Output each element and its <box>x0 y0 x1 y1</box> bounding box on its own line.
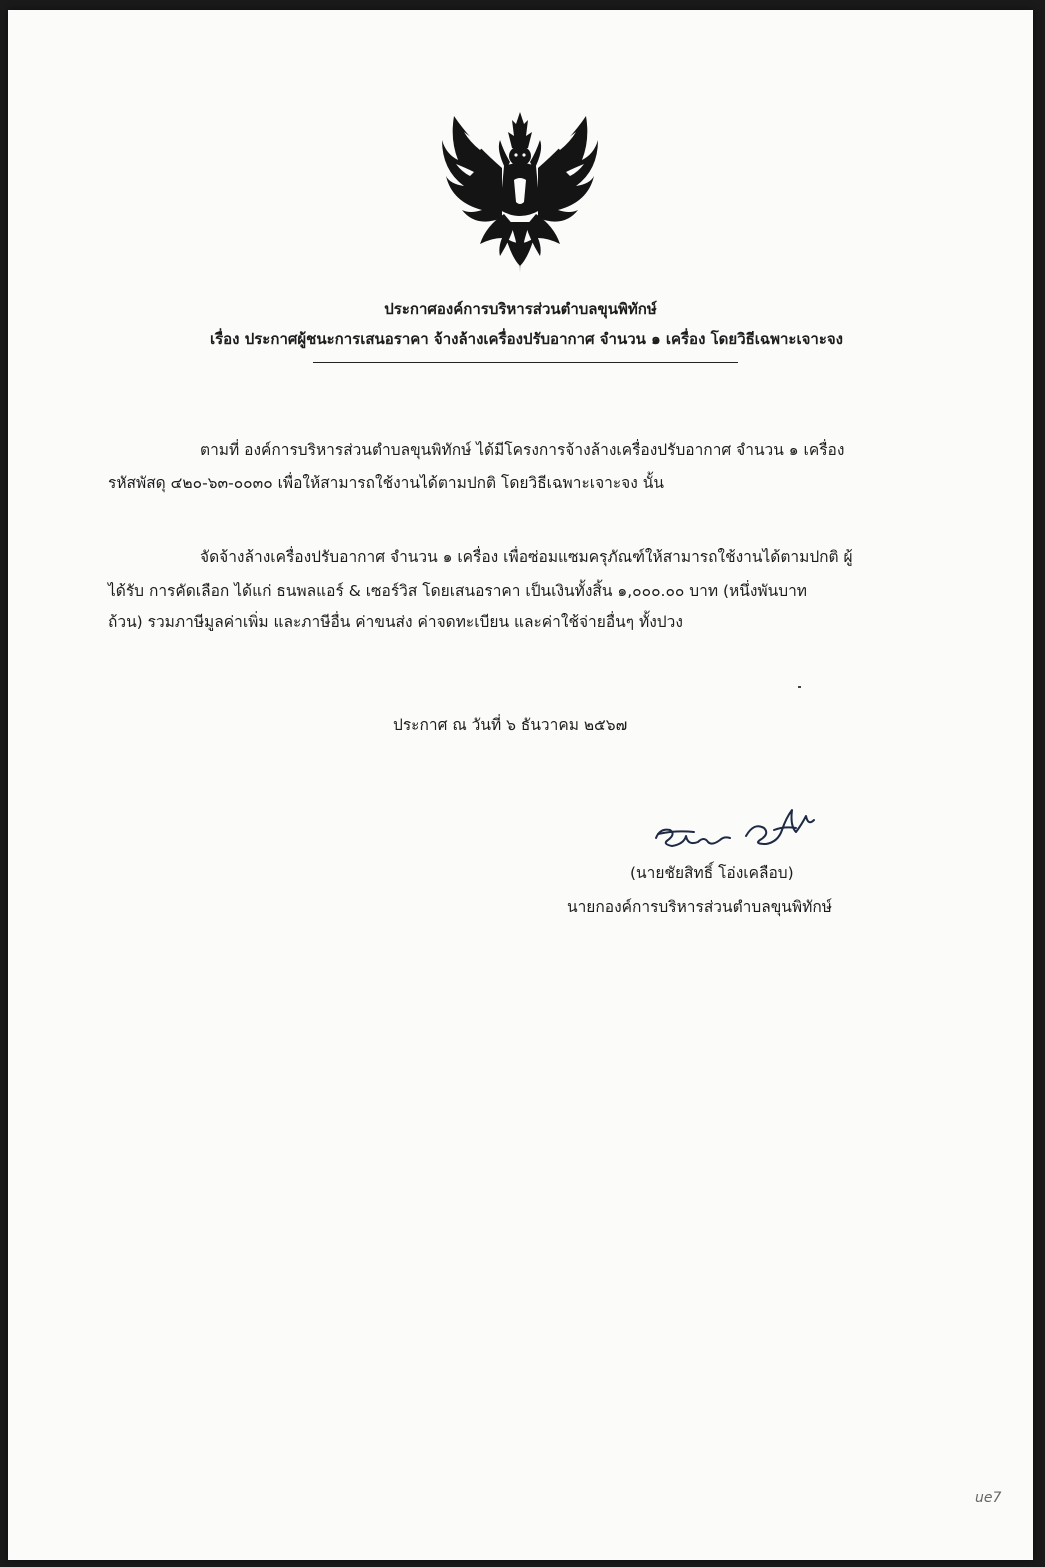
paragraph-2-line-1: จัดจ้างล้างเครื่องปรับอากาศ จำนวน ๑ เครื่อง เพื่อซ่อมแซมครุภัณฑ์ให้สามารถใช้งานได้ตามปกติ ผู้ <box>200 548 853 566</box>
announcement-date: ประกาศ ณ วันที่ ๖ ธันวาคม ๒๕๖๗ <box>393 716 628 734</box>
paragraph-1-line-1: ตามที่ องค์การบริหารส่วนตำบลขุนพิทักษ์ ได้มีโครงการจ้างล้างเครื่องปรับอากาศ จำนวน ๑ เครื่อง <box>200 441 845 459</box>
announcement-heading: ประกาศองค์การบริหารส่วนตำบลขุนพิทักษ์ <box>384 300 657 318</box>
garuda-emblem-icon <box>440 110 600 275</box>
paragraph-1-line-2: รหัสพัสดุ ๔๒๐-๖๓-๐๐๓๐ เพื่อให้สามารถใช้งานได้ตามปกติ โดยวิธีเฉพาะเจาะจง นั้น <box>108 474 664 492</box>
announcement-subject: เรื่อง ประกาศผู้ชนะการเสนอราคา จ้างล้างเครื่องปรับอากาศ จำนวน ๑ เครื่อง โดยวิธีเฉพาะเจาะจง <box>209 330 844 348</box>
scan-speck <box>798 686 801 688</box>
heading-divider <box>313 362 738 363</box>
paragraph-2-line-2: ได้รับ การคัดเลือก ได้แก่ ธนพลแอร์ & เซอร์วิส โดยเสนอราคา เป็นเงินทั้งสิ้น ๑,๐๐๐.๐๐ บาท (หนึ่งพันบาท <box>108 582 807 600</box>
handwritten-signature <box>646 800 826 860</box>
document-page <box>8 10 1033 1560</box>
signer-title: นายกองค์การบริหารส่วนตำบลขุนพิทักษ์ <box>567 898 832 916</box>
handwritten-page-mark: ue7 <box>975 1490 1002 1506</box>
paragraph-2-line-3: ถ้วน) รวมภาษีมูลค่าเพิ่ม และภาษีอื่น ค่าขนส่ง ค่าจดทะเบียน และค่าใช้จ่ายอื่นๆ ทั้งปวง <box>108 613 683 631</box>
signer-name: (นายชัยสิทธิ์ โอ่งเคลือบ) <box>630 864 794 882</box>
